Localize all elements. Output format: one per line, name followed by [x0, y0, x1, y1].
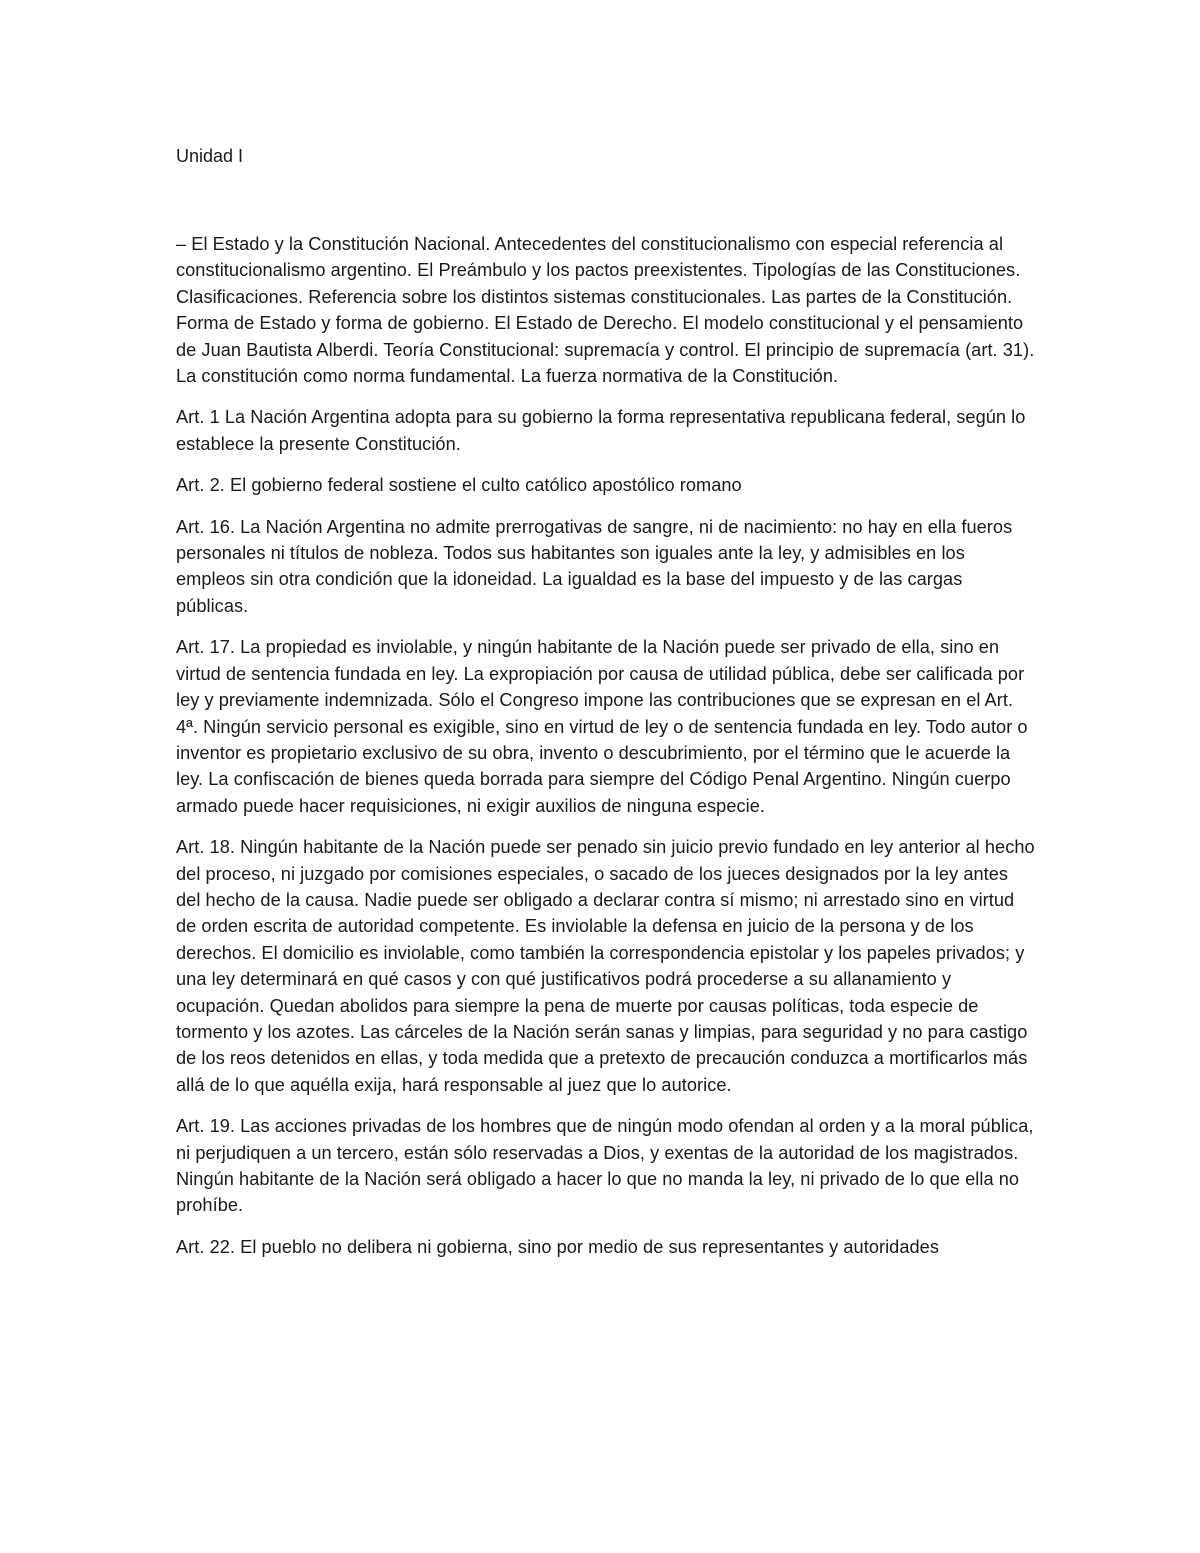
- document-page: [176, 143, 1036, 1275]
- article-22: Art. 22. El pueblo no delibera ni gobierna, sino por medio de sus representantes y autoridades: [176, 1236, 939, 1257]
- article-1: Art. 1 La Nación Argentina adopta para su gobierno la forma representativa republicana federal, según lo establece la presente Constitución.: [176, 407, 1026, 454]
- intro-paragraph: – El Estado y la Constitución Nacional. Antecedentes del constitucionalismo con especial referencia al constitucionalismo argentino. El Preámbulo y los pactos preexistentes. Tipologías de las Constituciones. Clasificaciones. Referencia sobre los distintos sistemas constitucionales. Las partes de la Constitución. Forma de Estado y forma de gobierno. El Estado de Derecho. El modelo constitucional y el pensamiento de Juan Bautista Alberdi. Teoría Constitucional: supremacía y control. El principio de supremacía (art. 31). La constitución como norma fundamental. La fuerza normativa de la Constitución.: [176, 234, 1035, 387]
- article-18: Art. 18. Ningún habitante de la Nación puede ser penado sin juicio previo fundado en ley anterior al hecho del proceso, ni juzgado por comisiones especiales, o sacado de los jueces designados por la ley antes del hecho de la causa. Nadie puede ser obligado a declarar contra sí mismo; ni arrestado sino en virtud de orden escrita de autoridad competente. Es inviolable la defensa en juicio de la persona y de los derechos. El domicilio es inviolable, como también la correspondencia epistolar y los papeles privados; y una ley determinará en qué casos y con qué justificativos podrá procederse a su allanamiento y ocupación. Quedan abolidos para siempre la pena de muerte por causas políticas, toda especie de tormento y los azotes. Las cárceles de la Nación serán sanas y limpias, para seguridad y no para castigo de los reos detenidos en ellas, y toda medida que a pretexto de precaución conduzca a mortificarlos más allá de lo que aquélla exija, hará responsable al juez que lo autorice.: [176, 837, 1035, 1095]
- article-19: Art. 19. Las acciones privadas de los hombres que de ningún modo ofendan al orden y a la moral pública, ni perjudiquen a un tercero, están sólo reservadas a Dios, y exentas de la autoridad de los magistrados. Ningún habitante de la Nación será obligado a hacer lo que no manda la ley, ni privado de lo que ella no prohíbe.: [176, 1116, 1034, 1216]
- article-2: Art. 2. El gobierno federal sostiene el culto católico apostólico romano: [176, 475, 742, 496]
- article-16: Art. 16. La Nación Argentina no admite prerrogativas de sangre, ni de nacimiento: no hay en ella fueros personales ni títulos de nobleza. Todos sus habitantes son iguales ante la ley, y admisibles en los empleos sin otra condición que la idoneidad. La igualdad es la base del impuesto y de las cargas públicas.: [176, 516, 1013, 616]
- page-title: Unidad I: [176, 146, 244, 166]
- article-17: Art. 17. La propiedad es inviolable, y ningún habitante de la Nación puede ser privado de ella, sino en virtud de sentencia fundada en ley. La expropiación por causa de utilidad pública, debe ser calificada por ley y previamente indemnizada. Sólo el Congreso impone las contribuciones que se expresan en el Art. 4ª. Ningún servicio personal es exigible, sino en virtud de ley o de sentencia fundada en ley. Todo autor o inventor es propietario exclusivo de su obra, invento o descubrimiento, por el término que le acuerde la ley. La confiscación de bienes queda borrada para siempre del Código Penal Argentino. Ningún cuerpo armado puede hacer requisiciones, ni exigir auxilios de ninguna especie.: [176, 637, 1028, 816]
